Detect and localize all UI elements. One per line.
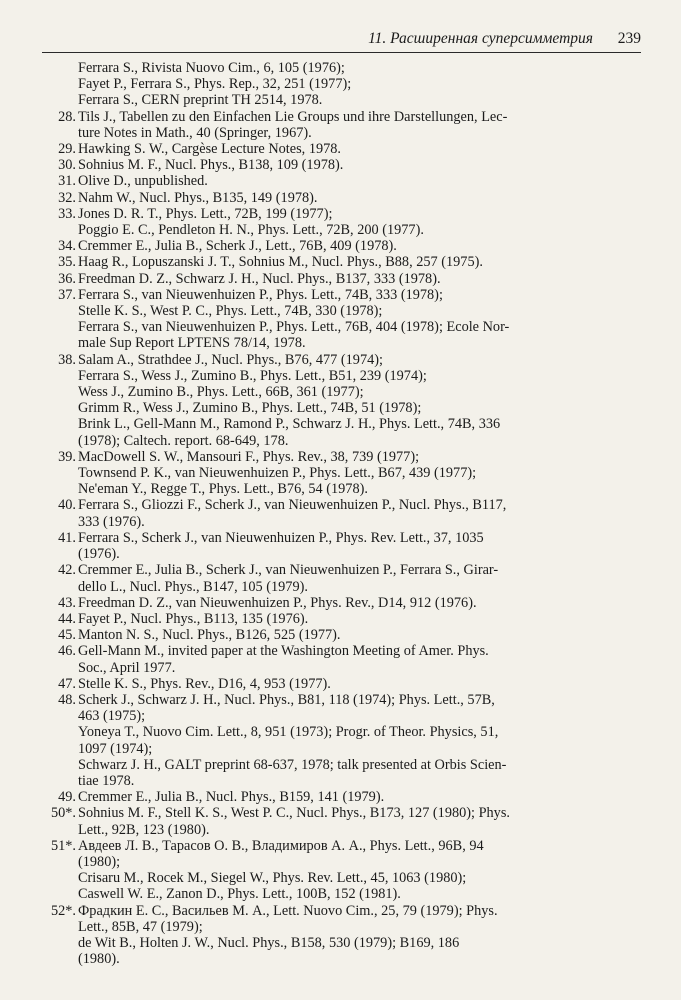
reference-text: Ferrara S., Gliozzi F., Scherk J., van Nieuwenhuizen P., Nucl. Phys., B117,	[78, 497, 507, 514]
reference-line	[42, 854, 642, 870]
reference-entry	[42, 676, 642, 692]
reference-text: Poggio E. C., Pendleton H. N., Phys. Lett., 72B, 200 (1977).	[78, 222, 424, 239]
reference-number: 28.	[58, 108, 76, 125]
reference-line	[42, 870, 642, 886]
reference-line	[42, 497, 642, 513]
reference-text: Manton N. S., Nucl. Phys., B126, 525 (1977).	[78, 627, 341, 644]
reference-entry	[42, 60, 642, 109]
reference-text: Freedman D. Z., Schwarz J. H., Nucl. Phys., B137, 333 (1978).	[78, 270, 441, 287]
reference-text: Soc., April 1977.	[78, 659, 176, 676]
reference-text: Фрадкин Е. С., Васильев М. А., Lett. Nuovo Cim., 25, 79 (1979); Phys.	[78, 902, 498, 919]
reference-text: Haag R., Lopuszanski J. T., Sohnius M., Nucl. Phys., B88, 257 (1975).	[78, 254, 483, 271]
reference-entry	[42, 562, 642, 594]
reference-line	[42, 465, 642, 481]
reference-entry	[42, 497, 642, 529]
reference-line	[42, 530, 642, 546]
reference-line	[42, 919, 642, 935]
reference-text: Stelle K. S., Phys. Rev., D16, 4, 953 (1977).	[78, 675, 331, 692]
reference-number: 40.	[58, 497, 76, 514]
reference-line	[42, 773, 642, 789]
reference-text: MacDowell S. W., Mansouri F., Phys. Rev., 38, 739 (1977);	[78, 448, 420, 465]
reference-line	[42, 157, 642, 173]
reference-line	[42, 352, 642, 368]
reference-number: 36.	[58, 270, 76, 287]
reference-line	[42, 222, 642, 238]
reference-text: Caswell W. E., Zanon D., Phys. Lett., 100B, 152 (1981).	[78, 886, 401, 903]
reference-line	[42, 579, 642, 595]
reference-text: 1097 (1974);	[78, 740, 153, 757]
reference-line	[42, 433, 642, 449]
reference-line	[42, 60, 642, 76]
reference-text: tiae 1978.	[78, 772, 135, 789]
reference-line	[42, 109, 642, 125]
reference-entry	[42, 238, 642, 254]
reference-line	[42, 724, 642, 740]
reference-text: Freedman D. Z., van Nieuwenhuizen P., Phys. Rev., D14, 912 (1976).	[78, 594, 477, 611]
reference-line	[42, 384, 642, 400]
reference-number: 30.	[58, 157, 76, 174]
reference-text: Olive D., unpublished.	[78, 173, 208, 190]
reference-line	[42, 951, 642, 967]
reference-line	[42, 287, 642, 303]
reference-line	[42, 319, 642, 335]
reference-line	[42, 368, 642, 384]
reference-line	[42, 903, 642, 919]
reference-entry	[42, 190, 642, 206]
reference-line	[42, 449, 642, 465]
reference-line	[42, 514, 642, 530]
reference-entry	[42, 352, 642, 449]
reference-text: Fayet P., Nucl. Phys., B113, 135 (1976).	[78, 610, 309, 627]
reference-number: 33.	[58, 205, 76, 222]
reference-number: 39.	[58, 448, 76, 465]
reference-line	[42, 562, 642, 578]
reference-text: (1976).	[78, 546, 120, 563]
page-header	[42, 28, 641, 53]
reference-text: Cremmer E., Julia B., Nucl. Phys., B159, 141 (1979).	[78, 789, 385, 806]
reference-text: de Wit B., Holten J. W., Nucl. Phys., B158, 530 (1979); B169, 186	[78, 934, 460, 951]
reference-text: Crisaru M., Rocek M., Siegel W., Phys. Rev. Lett., 45, 1063 (1980);	[78, 870, 467, 887]
reference-line	[42, 303, 642, 319]
reference-line	[42, 92, 642, 108]
reference-text: Lett., 92B, 123 (1980).	[78, 821, 210, 838]
reference-text: Townsend P. K., van Nieuwenhuizen P., Phys. Lett., B67, 439 (1977);	[78, 465, 477, 482]
reference-line	[42, 935, 642, 951]
reference-text: Ferrara S., van Nieuwenhuizen P., Phys. Lett., 76B, 404 (1978); Ecole Nor-	[78, 319, 510, 336]
reference-text: (1980).	[78, 951, 120, 968]
reference-entry	[42, 789, 642, 805]
reference-text: Salam A., Strathdee J., Nucl. Phys., B76, 477 (1974);	[78, 351, 383, 368]
reference-number: 50*.	[50, 805, 76, 822]
reference-number: 42.	[58, 562, 76, 579]
reference-text: Tils J., Tabellen zu den Einfachen Lie Groups und ihre Darstellungen, Lec-	[78, 108, 508, 125]
reference-number: 43.	[58, 594, 76, 611]
reference-line	[42, 335, 642, 351]
reference-text: Brink L., Gell-Mann M., Ramond P., Schwarz J. H., Phys. Lett., 74B, 336	[78, 416, 501, 433]
reference-text: Lett., 85B, 47 (1979);	[78, 918, 203, 935]
reference-entry	[42, 643, 642, 675]
reference-entry	[42, 692, 642, 789]
reference-line	[42, 627, 642, 643]
reference-line	[42, 660, 642, 676]
reference-entry	[42, 903, 642, 968]
reference-line	[42, 789, 642, 805]
reference-text: male Sup Report LPTENS 78/14, 1978.	[78, 335, 306, 352]
reference-number: 49.	[58, 789, 76, 806]
reference-number: 41.	[58, 529, 76, 546]
reference-number: 35.	[58, 254, 76, 271]
reference-entry	[42, 449, 642, 498]
reference-line	[42, 692, 642, 708]
reference-text: Ferrara S., Scherk J., van Nieuwenhuizen P., Phys. Rev. Lett., 37, 1035	[78, 529, 484, 546]
reference-text: Sohnius M. F., Stell K. S., West P. C., Nucl. Phys., B173, 127 (1980); Phys.	[78, 805, 510, 822]
reference-number: 34.	[58, 238, 76, 255]
reference-text: Cremmer E., Julia B., Scherk J., van Nieuwenhuizen P., Ferrara S., Girar-	[78, 562, 499, 579]
reference-text: Jones D. R. T., Phys. Lett., 72B, 199 (1977);	[78, 205, 333, 222]
reference-number: 46.	[58, 643, 76, 660]
reference-line	[42, 805, 642, 821]
reference-entry	[42, 611, 642, 627]
reference-line	[42, 125, 642, 141]
reference-line	[42, 173, 642, 189]
reference-line	[42, 822, 642, 838]
reference-line	[42, 76, 642, 92]
reference-text: Grimm R., Wess J., Zumino B., Phys. Lett., 74B, 51 (1978);	[78, 400, 422, 417]
reference-text: Nahm W., Nucl. Phys., B135, 149 (1978).	[78, 189, 318, 206]
reference-line	[42, 886, 642, 902]
reference-line	[42, 595, 642, 611]
reference-entry	[42, 271, 642, 287]
reference-text: Ne'eman Y., Regge T., Phys. Lett., B76, 54 (1978).	[78, 481, 368, 498]
reference-text: Stelle K. S., West P. C., Phys. Lett., 74B, 330 (1978);	[78, 303, 383, 320]
reference-line	[42, 238, 642, 254]
reference-number: 45.	[58, 627, 76, 644]
reference-text: Cremmer E., Julia B., Scherk J., Lett., 76B, 409 (1978).	[78, 238, 397, 255]
reference-number: 38.	[58, 351, 76, 368]
reference-line	[42, 757, 642, 773]
reference-number: 52*.	[50, 902, 76, 919]
reference-text: dello L., Nucl. Phys., B147, 105 (1979).	[78, 578, 308, 595]
reference-entry	[42, 287, 642, 352]
reference-text: ture Notes in Math., 40 (Springer, 1967).	[78, 124, 312, 141]
reference-line	[42, 271, 642, 287]
reference-entry	[42, 595, 642, 611]
reference-number: 44.	[58, 610, 76, 627]
reference-list	[42, 60, 642, 967]
reference-text: Wess J., Zumino B., Phys. Lett., 66B, 361 (1977);	[78, 384, 364, 401]
reference-entry	[42, 173, 642, 189]
reference-line	[42, 481, 642, 497]
reference-text: Schwarz J. H., GALT preprint 68-637, 1978; talk presented at Orbis Scien-	[78, 756, 507, 773]
reference-text: Ferrara S., Wess J., Zumino B., Phys. Lett., B51, 239 (1974);	[78, 367, 427, 384]
reference-text: 333 (1976).	[78, 513, 145, 530]
reference-text: Ferrara S., CERN preprint TH 2514, 1978.	[78, 92, 323, 109]
reference-text: Fayet P., Ferrara S., Phys. Rep., 32, 251 (1977);	[78, 76, 352, 93]
reference-line	[42, 254, 642, 270]
reference-text: 463 (1975);	[78, 708, 146, 725]
page-number: 239	[617, 30, 641, 47]
reference-entry	[42, 109, 642, 141]
reference-line	[42, 838, 642, 854]
reference-number: 29.	[58, 141, 76, 158]
reference-text: Hawking S. W., Cargèse Lecture Notes, 1978.	[78, 141, 341, 158]
reference-text: Yoneya T., Nuovo Cim. Lett., 8, 951 (1973); Progr. of Theor. Physics, 51,	[78, 724, 499, 741]
reference-text: Gell-Mann M., invited paper at the Washington Meeting of Amer. Phys.	[78, 643, 489, 660]
reference-text: Ferrara S., van Nieuwenhuizen P., Phys. Lett., 74B, 333 (1978);	[78, 286, 443, 303]
reference-number: 51*.	[50, 837, 76, 854]
reference-line	[42, 416, 642, 432]
reference-number: 32.	[58, 189, 76, 206]
reference-entry	[42, 838, 642, 903]
reference-number: 47.	[58, 675, 76, 692]
reference-line	[42, 741, 642, 757]
reference-text: Ferrara S., Rivista Nuovo Cim., 6, 105 (1976);	[78, 60, 345, 76]
reference-number: 48.	[58, 691, 76, 708]
reference-text: (1978); Caltech. report. 68-649, 178.	[78, 432, 289, 449]
reference-entry	[42, 206, 642, 238]
reference-text: Sohnius M. F., Nucl. Phys., B138, 109 (1978).	[78, 157, 344, 174]
reference-line	[42, 546, 642, 562]
reference-line	[42, 611, 642, 627]
reference-line	[42, 676, 642, 692]
reference-entry	[42, 530, 642, 562]
reference-entry	[42, 805, 642, 837]
reference-text: (1980);	[78, 853, 121, 870]
reference-number: 31.	[58, 173, 76, 190]
reference-line	[42, 708, 642, 724]
reference-entry	[42, 157, 642, 173]
reference-line	[42, 190, 642, 206]
reference-text: Scherk J., Schwarz J. H., Nucl. Phys., B81, 118 (1974); Phys. Lett., 57B,	[78, 691, 495, 708]
reference-entry	[42, 627, 642, 643]
reference-entry	[42, 254, 642, 270]
reference-line	[42, 643, 642, 659]
reference-number: 37.	[58, 286, 76, 303]
running-title: 11. Расширенная суперсимметрия	[368, 30, 593, 47]
reference-line	[42, 206, 642, 222]
reference-text: Авдеев Л. В., Тарасов О. В., Владимиров А. А., Phys. Lett., 96B, 94	[78, 837, 484, 854]
reference-line	[42, 400, 642, 416]
reference-line	[42, 141, 642, 157]
reference-entry	[42, 141, 642, 157]
